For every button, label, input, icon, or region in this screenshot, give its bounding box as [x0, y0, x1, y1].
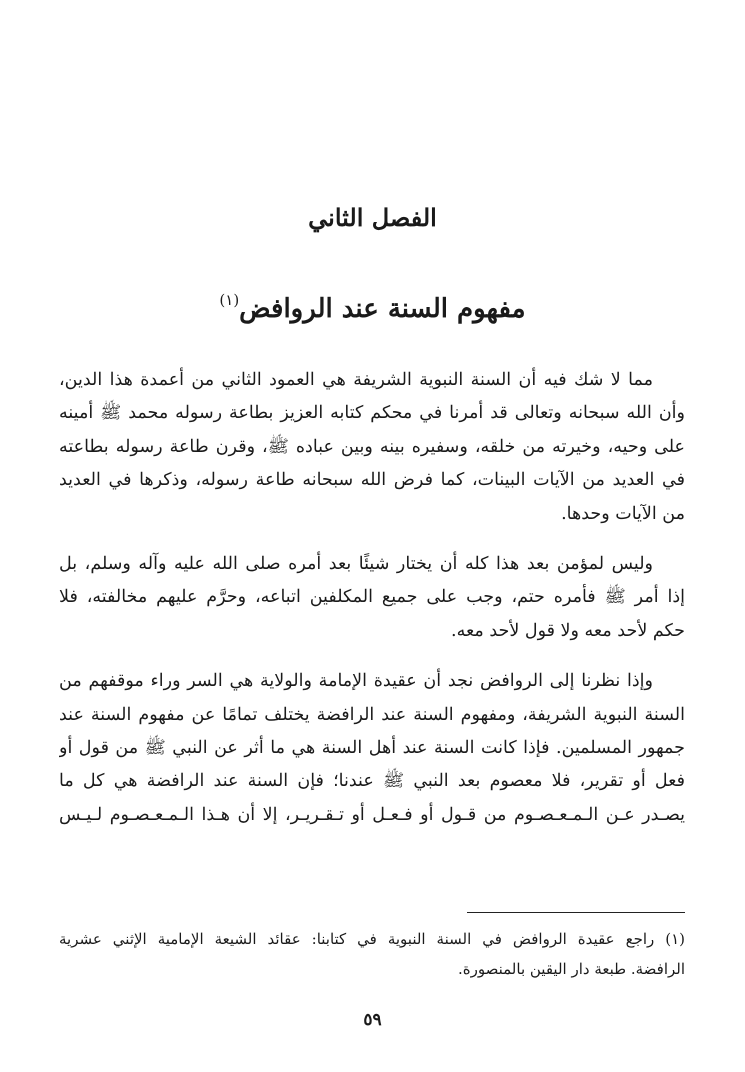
footnote-reference: (١) — [219, 291, 240, 309]
text-line: من الآيات وحدها. — [561, 503, 685, 524]
text-line: وأن الله سبحانه وتعالى قد أمرنا في محكم كتابه العزيز بطاعة رسوله محمد ﷺ أمينه — [59, 403, 685, 424]
text-line: وليس لمؤمن بعد هذا كله أن يختار شيئًا بعد أمره صلى الله عليه وآله وسلم، بل — [59, 554, 653, 575]
footnote-line: الرافضة. طبعة دار اليقين بالمنصورة. — [457, 960, 685, 978]
body-text — [59, 364, 685, 849]
chapter-title: الفصل الثاني — [308, 203, 437, 232]
section-title — [0, 278, 745, 331]
paragraph-1 — [59, 364, 685, 531]
footnote-line: (١) راجع عقيدة الروافض في السنة النبوية في كتابنا: عقائد الشيعة الإمامية الإثني عشرية — [59, 930, 685, 948]
text-line: وإذا نظرنا إلى الروافض نجد أن عقيدة الإمامة والولاية هي السر وراء موقفهم من — [59, 671, 653, 692]
text-line: مما لا شك فيه أن السنة النبوية الشريفة هي العمود الثاني من أعمدة هذا الدين، — [59, 370, 653, 390]
text-line: فعل أو تقرير، فلا معصوم بعد النبي ﷺ عندنا؛ فإن السنة عند الرافضة هي كل ما — [59, 771, 685, 792]
footnote-divider — [467, 912, 685, 913]
paragraph-2 — [59, 548, 685, 648]
text-line: على وحيه، وخيرته من خلقه، وسفيره بينه وبين عباده ﷺ، وقرن طاعة رسوله بطاعته — [59, 436, 685, 457]
text-line: حكم لأحد معه ولا قول لأحد معه. — [451, 620, 685, 641]
text-line: السنة النبوية الشريفة، ومفهوم السنة عند الرافضة يختلف تمامًا عن مفهوم السنة عند — [59, 704, 685, 725]
page-number: ٥٩ — [363, 1010, 382, 1030]
text-line: يصـدر عـن الـمـعـصـوم من قـول أو فـعـل أو تـقـريـر، إلا أن هـذا الـمـعـصـوم لـيـس — [59, 804, 685, 825]
section-title-text: مفهوم السنة عند الروافض — [239, 294, 526, 324]
paragraph-3 — [59, 665, 685, 832]
text-line: جمهور المسلمين. فإذا كانت السنة عند أهل السنة هي ما أثر عن النبي ﷺ من قول أو — [59, 738, 685, 759]
text-line: في العديد من الآيات البينات، كما فرض الله سبحانه طاعة رسوله، وذكرها في العديد — [59, 470, 685, 491]
text-line: إذا أمر ﷺ فأمره حتم، وجب على جميع المكلفين اتباعه، وحرَّم عليهم مخالفته، فلا — [59, 587, 685, 608]
footnote — [59, 924, 685, 984]
